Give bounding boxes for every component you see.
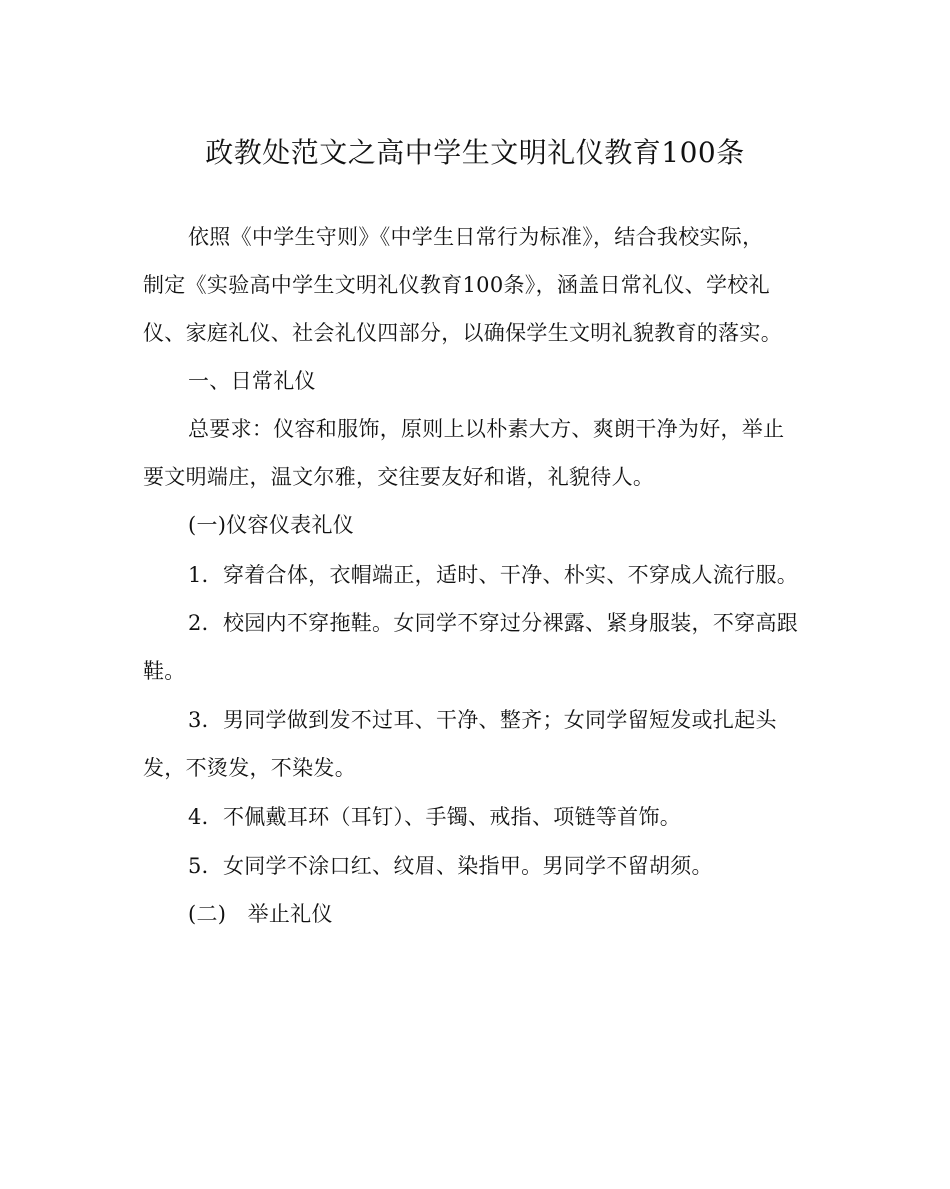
rule-1: 1．穿着合体，衣帽端正，适时、干净、朴实、不穿成人流行服。 xyxy=(188,563,799,587)
rule-2-line-1: 2．校园内不穿拖鞋。女同学不穿过分裸露、紧身服装，不穿高跟 xyxy=(188,611,799,635)
rule-3-line-2: 发，不烫发，不染发。 xyxy=(143,756,356,780)
general-requirement-line-1: 总要求：仪容和服饰，原则上以朴素大方、爽朗干净为好，举止 xyxy=(188,417,785,441)
subsection-heading-behavior: (二) 举止礼仪 xyxy=(188,902,333,926)
intro-line-1: 依照《中学生守则》《中学生日常行为标准》，结合我校实际， xyxy=(188,225,764,249)
intro-line-2: 制定《实验高中学生文明礼仪教育100条》，涵盖日常礼仪、学校礼 xyxy=(143,273,770,297)
rule-3-line-1: 3．男同学做到发不过耳、干净、整齐；女同学留短发或扎起头 xyxy=(188,708,777,732)
section-heading-daily-etiquette: 一、日常礼仪 xyxy=(188,369,316,393)
document-title: 政教处范文之高中学生文明礼仪教育100条 xyxy=(205,136,745,169)
general-requirement-line-2: 要文明端庄，温文尔雅，交往要友好和谐，礼貌待人。 xyxy=(143,465,655,489)
rule-4: 4．不佩戴耳环（耳钉）、手镯、戒指、项链等首饰。 xyxy=(188,805,682,829)
intro-line-3: 仪、家庭礼仪、社会礼仪四部分，以确保学生文明礼貌教育的落实。 xyxy=(143,321,782,345)
subsection-heading-appearance: (一)仪容仪表礼仪 xyxy=(188,513,355,537)
rule-2-line-2: 鞋。 xyxy=(143,659,186,683)
rule-5: 5．女同学不涂口红、纹眉、染指甲。男同学不留胡须。 xyxy=(188,854,713,878)
